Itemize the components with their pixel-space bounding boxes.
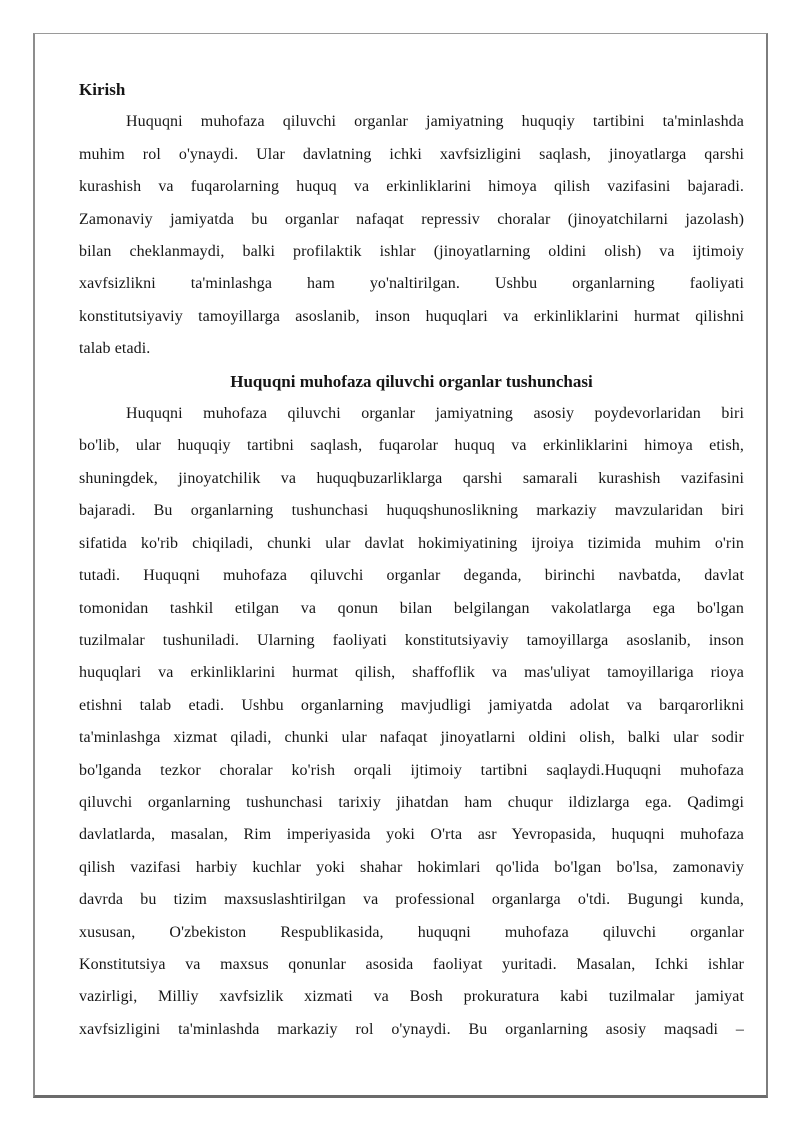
text-line: xavfsizligini ta'minlashda markaziy rol o'ynaydi. Bu organlarning asosiy maqsadi – — [79, 1020, 744, 1038]
text-line: talab etadi. — [79, 340, 151, 358]
intro-heading: Kirish — [79, 80, 126, 99]
page-border — [33, 33, 768, 1098]
intro-paragraph — [79, 106, 744, 365]
text-line: kurashish va fuqarolarning huquq va erkinliklarini himoya qilish vazifasini bajaradi. — [79, 178, 744, 196]
text-line: tutadi. Huquqni muhofaza qiluvchi organlar deganda, birinchi navbatda, davlat — [79, 567, 744, 585]
text-line: Huquqni muhofaza qiluvchi organlar jamiyatning asosiy poydevorlaridan biri — [126, 405, 744, 423]
text-line: ta'minlashga xizmat qiladi, chunki ular nafaqat jinoyatlarni oldini olish, balki ular sodir — [79, 729, 744, 747]
text-line: xususan, O'zbekiston Respublikasida, huquqni muhofaza qiluvchi organlar — [79, 923, 744, 941]
text-line: sifatida ko'rib chiqiladi, chunki ular davlat hokimiyatining ijroiya tizimida muhim o'rin — [79, 534, 744, 552]
text-line: bo'lganda tezkor choralar ko'rish orqali ijtimoiy tartibni saqlaydi.Huquqni muhofaza — [79, 761, 744, 779]
text-line: bajaradi. Bu organlarning tushunchasi huquqshunoslikning markaziy mavzularidan biri — [79, 502, 744, 520]
text-line: bilan cheklanmaydi, balki profilaktik ishlar (jinoyatlarning oldini olish) va ijtimoiy — [79, 243, 744, 261]
text-line: qilish vazifasi harbiy kuchlar yoki shahar hokimlari qo'lida bo'lgan bo'lsa, zamonaviy — [79, 858, 744, 876]
text-line: muhim rol o'ynaydi. Ular davlatning ichki xavfsizligini saqlash, jinoyatlarga qarshi — [79, 145, 744, 163]
text-line: Zamonaviy jamiyatda bu organlar nafaqat repressiv choralar (jinoyatchilarni jazolash) — [79, 210, 744, 228]
text-line: davlatlarda, masalan, Rim imperiyasida yoki O'rta asr Yevropasida, huquqni muhofaza — [79, 826, 744, 844]
text-line: tuzilmalar tushuniladi. Ularning faoliyati konstitutsiyaviy tamoyillarga asoslanib, inson — [79, 631, 744, 649]
text-line: xavfsizlikni ta'minlashga ham yo'naltirilgan. Ushbu organlarning faoliyati — [79, 275, 744, 293]
text-line: Konstitutsiya va maxsus qonunlar asosida faoliyat yuritadi. Masalan, Ichki ishlar — [79, 955, 744, 973]
section-paragraph — [79, 398, 744, 1046]
text-line: vazirligi, Milliy xavfsizlik xizmati va Bosh prokuratura kabi tuzilmalar jamiyat — [79, 988, 744, 1006]
text-line: shuningdek, jinoyatchilik va huquqbuzarliklarga qarshi samarali kurashish vazifasini — [79, 469, 744, 487]
text-line: Huquqni muhofaza qiluvchi organlar jamiyatning huquqiy tartibini ta'minlashda — [126, 113, 744, 131]
text-line: qiluvchi organlarning tushunchasi tarixiy jihatdan ham chuqur ildizlarga ega. Qadimgi — [79, 793, 744, 811]
text-line: bo'lib, ular huquqiy tartibni saqlash, fuqarolar huquq va erkinliklarini himoya etish, — [79, 437, 744, 455]
text-line: tomonidan tashkil etilgan va qonun bilan belgilangan vakolatlarga ega bo'lgan — [79, 599, 744, 617]
text-line: etishni talab etadi. Ushbu organlarning mavjudligi jamiyatda adolat va barqarorlikni — [79, 696, 744, 714]
text-line: huquqlari va erkinliklarini hurmat qilish, shaffoflik va mas'uliyat tamoyillariga rioya — [79, 664, 744, 682]
section-heading: Huquqni muhofaza qiluvchi organlar tushunchasi — [230, 371, 593, 391]
text-line: konstitutsiyaviy tamoyillarga asoslanib, inson huquqlari va erkinliklarini hurmat qilishni — [79, 307, 744, 325]
text-line: davrda bu tizim maxsuslashtirilgan va professional organlarga o'tdi. Bugungi kunda, — [79, 891, 744, 909]
